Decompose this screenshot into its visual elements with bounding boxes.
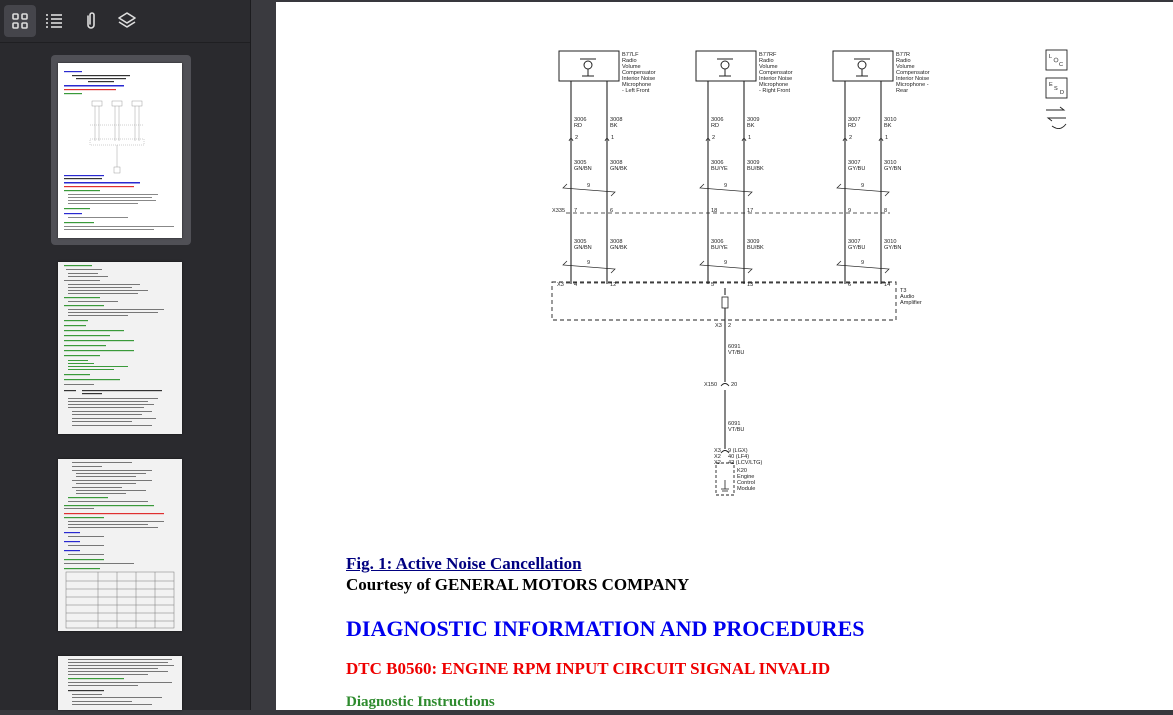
mic-b77lf-twist-label: 9 <box>587 183 591 189</box>
mic-b77rf-wire-low-color: BU/BK <box>747 245 764 251</box>
microphones-layer <box>559 51 930 288</box>
page-thumbnail-2[interactable] <box>58 262 182 434</box>
mic-b77r-x3-pin: 6 <box>848 282 852 288</box>
mic-b77r-pin: 2 <box>849 135 853 141</box>
courtesy-line: Courtesy of GENERAL MOTORS COMPANY <box>346 575 690 594</box>
mic-b77lf-x335-pin: 7 <box>574 208 578 214</box>
mic-b77r-label: Compensator <box>896 70 930 76</box>
flow-legend-curve <box>1052 124 1066 129</box>
mic-b77rf-wire-top-num: 3006 <box>711 117 724 123</box>
mic-b77rf-x3-pin: 13 <box>747 282 754 288</box>
page-thumbnail-1-preview <box>58 63 182 238</box>
mic-b77lf-wire-mid-num: 3005 <box>574 160 587 166</box>
sidebar-toolbar <box>0 0 250 43</box>
mic-b77r-wire-top-color: BK <box>884 123 892 129</box>
mic-b77rf-wire-mid-num: 3006 <box>711 160 724 166</box>
mic-b77lf-wire-low-color: GN/BN <box>574 245 592 251</box>
mic-b77lf-wire-low-color: GN/BK <box>610 245 628 251</box>
mic-b77r-wire-low-num: 3010 <box>884 239 897 245</box>
mic-b77lf-wire-mid-color: GN/BK <box>610 166 628 172</box>
outline-button[interactable] <box>38 5 70 37</box>
ecm-ref: K20 <box>737 468 747 474</box>
ecm-pin-2: 40 (LF4) <box>728 454 750 460</box>
diagnostic-instructions-heading: Diagnostic Instructions <box>346 694 495 710</box>
outline-icon <box>44 12 64 30</box>
mic-b77r-wire-top-num: 3007 <box>848 117 861 123</box>
mic-b77r-label: Radio <box>896 58 911 64</box>
mic-b77lf-x3-pin: 12 <box>610 282 617 288</box>
mic-b77rf-twist-label: 9 <box>724 183 728 189</box>
mic-b77rf-label: Volume <box>759 64 778 70</box>
mic-b77rf-x335-pin: 17 <box>747 208 754 214</box>
mic-b77r-x3-pin: 14 <box>884 282 891 288</box>
sidebar <box>0 0 251 710</box>
mic-b77lf-label: - Left Front <box>622 88 650 94</box>
thumbnails-button[interactable] <box>4 5 36 37</box>
mic-b77r-wire-low-color: GY/BU <box>848 245 866 251</box>
mic-b77rf-pin: 1 <box>748 135 752 141</box>
mic-b77rf-wire-top-num: 3009 <box>747 117 760 123</box>
mic-b77rf-ref: B77RF <box>759 52 777 58</box>
mic-b77r-symbol-lines <box>854 59 870 76</box>
mic-b77rf-label: Compensator <box>759 70 793 76</box>
mic-b77lf-wire-top-num: 3008 <box>610 117 623 123</box>
mic-b77lf-wire-mid-color: GN/BN <box>574 166 592 172</box>
mic-b77rf-wire-mid-color: BU/YE <box>711 166 728 172</box>
ecm-conn-2: X2 <box>714 454 721 460</box>
mic-b77r-wire-low-num: 3007 <box>848 239 861 245</box>
mic-b77rf-x3-pin: 5 <box>711 282 715 288</box>
audio-amplifier-box <box>552 282 896 320</box>
mic-b77lf-label: Volume <box>622 64 641 70</box>
mic-b77rf-wire-low-color: BU/YE <box>711 245 728 251</box>
mic-b77rf-label: Radio <box>759 58 774 64</box>
mic-b77lf-wire-low-num: 3008 <box>610 239 623 245</box>
mic-b77r-label: Volume <box>896 64 915 70</box>
x3-label: X3 <box>557 282 564 288</box>
flow-legend-icon <box>1046 107 1066 121</box>
mic-b77lf-wire-mid-num: 3008 <box>610 160 623 166</box>
attachments-icon <box>82 11 100 31</box>
mic-b77lf-label: Radio <box>622 58 637 64</box>
x150-label: X150 <box>704 382 718 388</box>
svg-text:D: D <box>1060 90 1065 96</box>
svg-text:C: C <box>1059 62 1064 68</box>
mic-b77lf-wire-top-color: RD <box>574 123 583 129</box>
ecm-name-3: Module <box>737 486 756 492</box>
ecm-name-2: Control <box>737 480 756 486</box>
mic-b77rf-wire-top-color: BK <box>747 123 755 129</box>
loc-legend-icon <box>1046 50 1067 70</box>
mic-b77rf-wire-top-color: RD <box>711 123 720 129</box>
ecm-pin-1: 9 (LGX) <box>728 448 748 454</box>
mic-b77rf-label: Interior Noise <box>759 76 793 82</box>
page-thumbnail-2-preview <box>58 262 182 434</box>
mic-b77rf-symbol-lines <box>717 59 733 76</box>
mic-b77r-wire-low-color: GY/BN <box>884 245 902 251</box>
layers-icon <box>117 11 137 31</box>
mic-b77rf-pin: 2 <box>712 135 716 141</box>
mic-b77rf-label: - Right Front <box>759 88 791 94</box>
mic-b77lf-wire-top-num: 3006 <box>574 117 587 123</box>
svg-text:L: L <box>1049 54 1053 60</box>
ecm-conn-1: X3 <box>714 448 721 454</box>
attachments-button[interactable] <box>75 5 107 37</box>
mic-b77r-symbol <box>858 61 866 69</box>
mic-b77lf-wire-top-color: BK <box>610 123 618 129</box>
wire-6091-b-num: 6091 <box>728 421 741 427</box>
mic-b77lf-wire-low-num: 3005 <box>574 239 587 245</box>
mic-b77r-x335-pin: 9 <box>848 208 852 214</box>
mic-b77lf-label: Compensator <box>622 70 656 76</box>
x3-out-label: X3 <box>715 323 722 329</box>
page-thumbnail-4-preview <box>58 656 182 710</box>
wiring-diagram <box>276 2 1173 502</box>
mic-b77rf-wire-mid-num: 3009 <box>747 160 760 166</box>
mic-b77r-wire-top-color: RD <box>848 123 857 129</box>
mic-b77lf-x3-pin: 4 <box>574 282 578 288</box>
svg-text:S: S <box>1054 86 1058 92</box>
mic-b77r-ref: B77R <box>896 52 910 58</box>
mic-b77rf-wire-low-num: 3009 <box>747 239 760 245</box>
mic-b77lf-pin: 2 <box>575 135 579 141</box>
mic-b77r-wire-mid-num: 3010 <box>884 160 897 166</box>
ecm-conn-3: X2 <box>714 460 721 466</box>
mic-b77r-label: Rear <box>896 88 909 94</box>
x3-out-pin: 2 <box>728 323 732 329</box>
mic-b77rf-wire-low-num: 3006 <box>711 239 724 245</box>
mic-b77lf-symbol-lines <box>580 59 596 76</box>
mic-b77rf-symbol <box>721 61 729 69</box>
section-heading: DIAGNOSTIC INFORMATION AND PROCEDURES <box>346 616 865 641</box>
mic-b77lf-ref: B77LF <box>622 52 639 58</box>
ecm-pin-3: 42 (LCV/LTG) <box>728 460 763 466</box>
document-page <box>276 2 1173 710</box>
ecm-name-1: Engine <box>737 474 755 480</box>
page-thumbnail-4[interactable] <box>58 656 182 710</box>
amp-ref: T3 <box>900 288 907 294</box>
mic-b77rf-twist-label: 9 <box>724 260 728 266</box>
mic-b77rf-x335-pin: 18 <box>711 208 718 214</box>
mic-b77r-label: Microphone - <box>896 82 929 88</box>
mic-b77lf-label: Interior Noise <box>622 76 656 82</box>
wire-6091-b-color: VT/BU <box>728 427 745 433</box>
legend-glyphs <box>1049 54 1064 96</box>
mic-b77lf-pin: 1 <box>611 135 615 141</box>
svg-text:E: E <box>1049 82 1053 88</box>
wire-6091-a-color: VT/BU <box>728 350 745 356</box>
mic-b77lf-label: Microphone <box>622 82 652 88</box>
mic-b77r-label: Interior Noise <box>896 76 930 82</box>
amp-name-1: Audio <box>900 294 915 300</box>
page-thumbnail-1[interactable] <box>58 63 182 238</box>
mic-b77r-pin: 1 <box>885 135 889 141</box>
page-thumbnail-3[interactable] <box>58 459 182 631</box>
mic-b77r-wire-mid-color: GY/BN <box>884 166 902 172</box>
wire-6091-a-num: 6091 <box>728 344 741 350</box>
amp-name-2: Amplifier <box>900 300 922 306</box>
mic-b77r-wire-top-num: 3010 <box>884 117 897 123</box>
mic-b77lf-symbol <box>584 61 592 69</box>
mic-b77rf-label: Microphone <box>759 82 789 88</box>
mic-b77r-x335-pin: 8 <box>884 208 888 214</box>
figure-caption[interactable]: Fig. 1: Active Noise Cancellation <box>346 554 582 573</box>
x335-label: X335 <box>552 208 566 214</box>
mic-b77r-twist-label: 9 <box>861 183 865 189</box>
mic-b77r-twist-label: 9 <box>861 260 865 266</box>
sidebar-resize-gutter[interactable] <box>251 0 276 710</box>
mic-b77lf-twist-label: 9 <box>587 260 591 266</box>
layers-button[interactable] <box>111 5 143 37</box>
page-thumbnail-3-preview <box>58 459 182 631</box>
mic-b77lf-x335-pin: 6 <box>610 208 614 214</box>
dtc-heading: DTC B0560: ENGINE RPM INPUT CIRCUIT SIGNAL INVALID <box>346 659 831 678</box>
mic-b77rf-wire-mid-color: BU/BK <box>747 166 764 172</box>
mic-b77r-wire-mid-num: 3007 <box>848 160 861 166</box>
x150-pin: 20 <box>731 382 738 388</box>
mic-b77r-wire-mid-color: GY/BU <box>848 166 866 172</box>
thumbnails-icon <box>11 12 29 30</box>
